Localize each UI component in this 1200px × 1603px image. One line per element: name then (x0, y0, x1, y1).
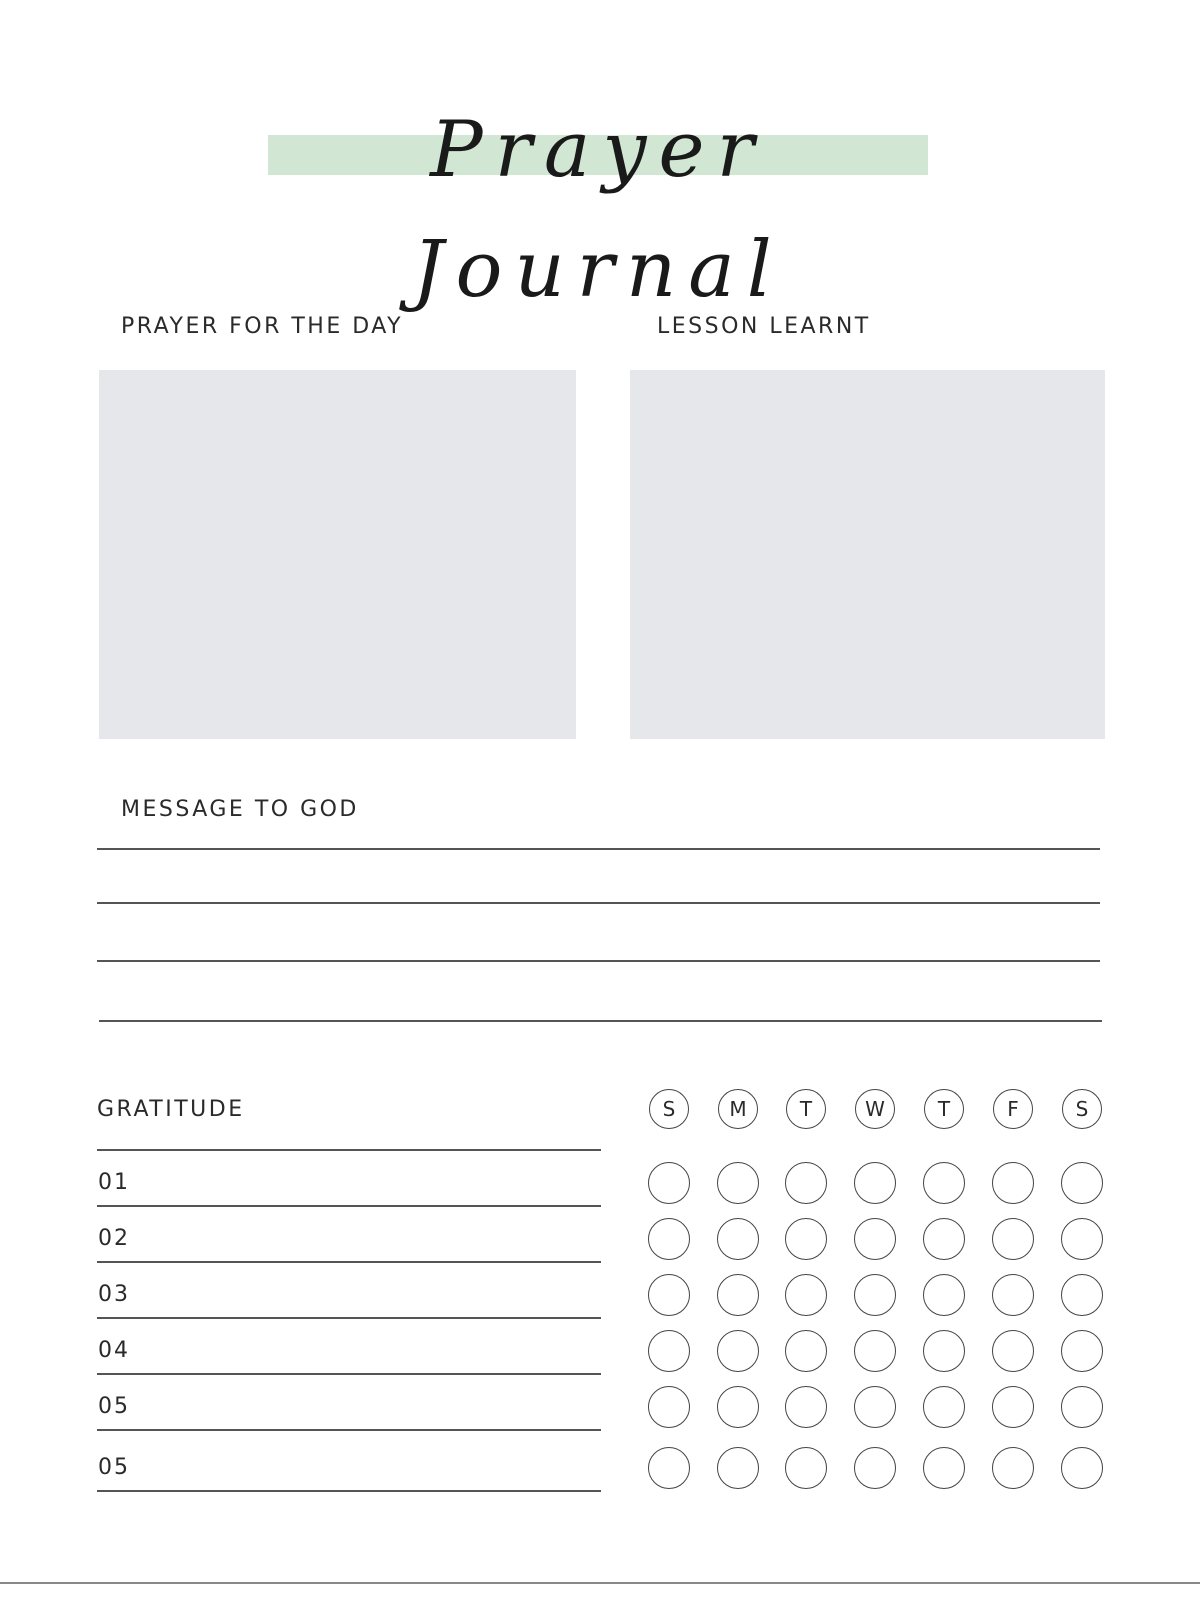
gratitude-item-number: 02 (98, 1226, 130, 1251)
gratitude-item-number: 03 (98, 1282, 130, 1307)
habit-check-circle[interactable] (923, 1218, 965, 1260)
week-day-circle: M (718, 1089, 758, 1129)
habit-check-circle[interactable] (992, 1447, 1034, 1489)
message-line[interactable] (97, 902, 1100, 904)
habit-check-circle[interactable] (785, 1162, 827, 1204)
habit-check-circle[interactable] (1061, 1386, 1103, 1428)
gratitude-item-line[interactable] (97, 1429, 601, 1431)
gratitude-item-line[interactable] (97, 1261, 601, 1263)
message-line[interactable] (97, 848, 1100, 850)
page-title: Prayer Journal (412, 105, 784, 315)
gratitude-item-line[interactable] (97, 1205, 601, 1207)
habit-check-circle[interactable] (785, 1274, 827, 1316)
habit-check-circle[interactable] (648, 1218, 690, 1260)
gratitude-label: GRATITUDE (97, 1097, 245, 1122)
habit-check-circle[interactable] (717, 1330, 759, 1372)
habit-check-circle[interactable] (717, 1274, 759, 1316)
week-day-circle: T (786, 1089, 826, 1129)
habit-check-circle[interactable] (785, 1218, 827, 1260)
gratitude-item-number: 04 (98, 1338, 130, 1363)
habit-check-circle[interactable] (854, 1386, 896, 1428)
habit-check-circle[interactable] (854, 1218, 896, 1260)
message-line[interactable] (97, 960, 1100, 962)
week-day-circle: S (649, 1089, 689, 1129)
habit-check-circle[interactable] (1061, 1274, 1103, 1316)
habit-check-circle[interactable] (923, 1162, 965, 1204)
habit-check-circle[interactable] (717, 1218, 759, 1260)
habit-check-circle[interactable] (1061, 1218, 1103, 1260)
page-bottom-border (0, 1582, 1200, 1584)
habit-check-circle[interactable] (648, 1447, 690, 1489)
habit-check-circle[interactable] (1061, 1447, 1103, 1489)
lesson-learnt-box[interactable] (630, 370, 1105, 739)
gratitude-header-line (97, 1149, 601, 1151)
prayer-for-the-day-box[interactable] (99, 370, 576, 739)
habit-check-circle[interactable] (1061, 1162, 1103, 1204)
prayer-for-the-day-label: PRAYER FOR THE DAY (121, 314, 404, 339)
message-line[interactable] (99, 1020, 1102, 1022)
week-day-circle: F (993, 1089, 1033, 1129)
habit-check-circle[interactable] (923, 1447, 965, 1489)
habit-check-circle[interactable] (1061, 1330, 1103, 1372)
habit-check-circle[interactable] (923, 1274, 965, 1316)
message-to-god-label: MESSAGE TO GOD (121, 797, 359, 822)
habit-check-circle[interactable] (648, 1162, 690, 1204)
habit-check-circle[interactable] (923, 1330, 965, 1372)
habit-check-circle[interactable] (992, 1162, 1034, 1204)
habit-check-circle[interactable] (992, 1330, 1034, 1372)
habit-check-circle[interactable] (992, 1274, 1034, 1316)
habit-check-circle[interactable] (717, 1386, 759, 1428)
gratitude-item-number: 05 (98, 1455, 130, 1480)
habit-check-circle[interactable] (992, 1218, 1034, 1260)
week-day-circle: T (924, 1089, 964, 1129)
habit-check-circle[interactable] (854, 1330, 896, 1372)
week-day-circle: S (1062, 1089, 1102, 1129)
habit-check-circle[interactable] (648, 1330, 690, 1372)
habit-check-circle[interactable] (992, 1386, 1034, 1428)
habit-check-circle[interactable] (648, 1386, 690, 1428)
habit-check-circle[interactable] (785, 1386, 827, 1428)
week-day-circle: W (855, 1089, 895, 1129)
gratitude-item-line[interactable] (97, 1490, 601, 1492)
habit-check-circle[interactable] (854, 1447, 896, 1489)
habit-check-circle[interactable] (717, 1162, 759, 1204)
gratitude-item-line[interactable] (97, 1373, 601, 1375)
lesson-learnt-label: LESSON LEARNT (657, 314, 871, 339)
habit-check-circle[interactable] (648, 1274, 690, 1316)
gratitude-item-line[interactable] (97, 1317, 601, 1319)
habit-check-circle[interactable] (785, 1447, 827, 1489)
gratitude-item-number: 01 (98, 1170, 130, 1195)
habit-check-circle[interactable] (854, 1162, 896, 1204)
habit-check-circle[interactable] (717, 1447, 759, 1489)
habit-check-circle[interactable] (923, 1386, 965, 1428)
habit-check-circle[interactable] (785, 1330, 827, 1372)
habit-check-circle[interactable] (854, 1274, 896, 1316)
gratitude-item-number: 05 (98, 1394, 130, 1419)
